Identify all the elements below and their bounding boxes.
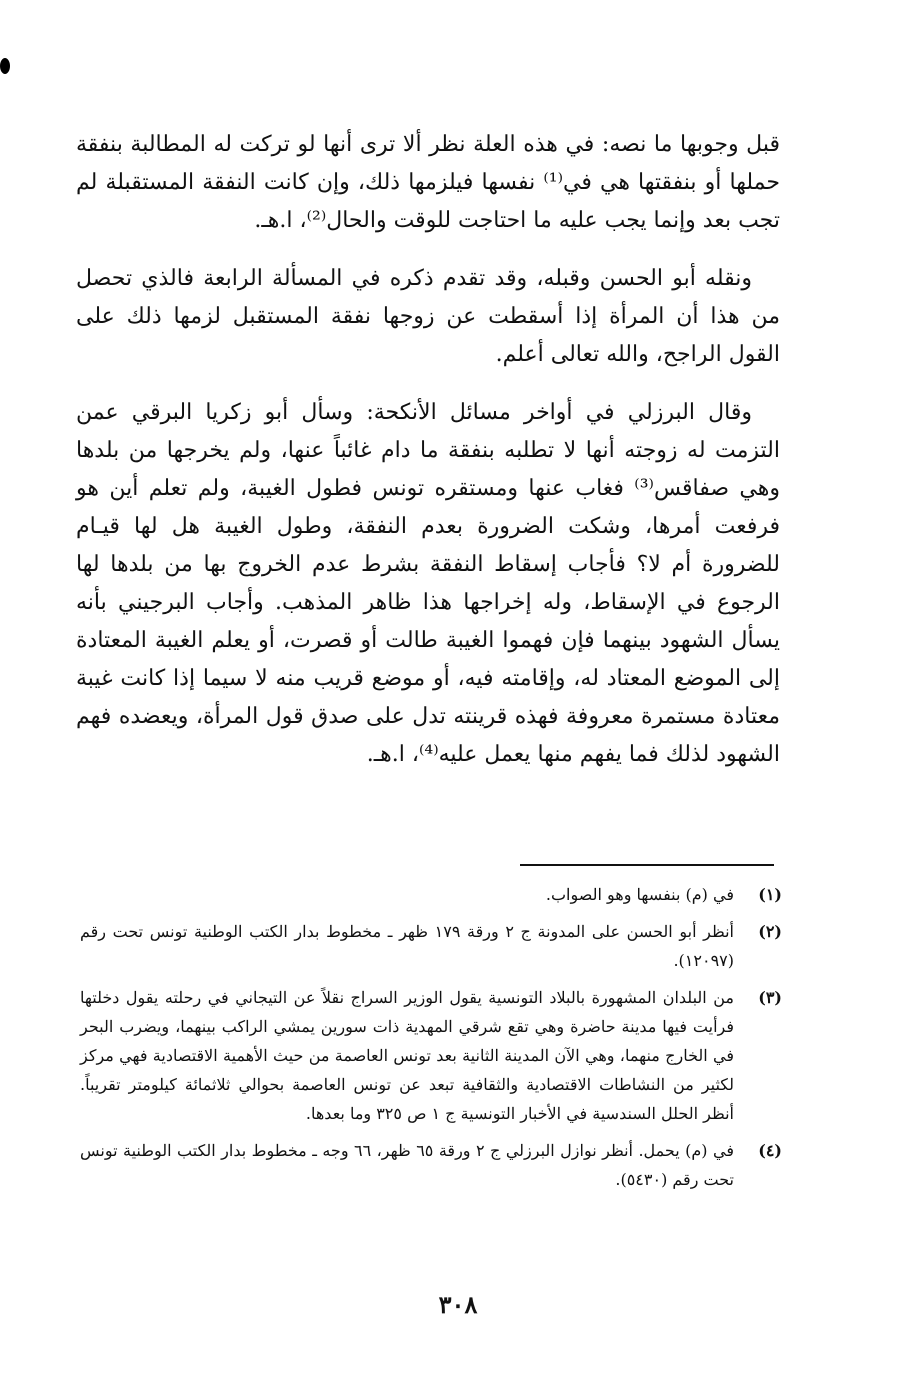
footnote-separator — [520, 864, 774, 866]
main-text-block — [76, 126, 780, 794]
footnote-3 — [80, 983, 782, 1128]
footnote-text: أنظر أبو الحسن على المدونة ج ٢ ورقة ١٧٩ ظهر ـ مخطوط بدار الكتب الوطنية تونس تحت رقم (١٢٠٩٧). — [80, 922, 734, 970]
footnote-number: (١) — [758, 885, 782, 904]
paragraph-3: وقال البرزلي في أواخر مسائل الأنكحة: وسأل أبو زكريا البرقي عمن التزمت له زوجته أنها لا تطلبه بنفقة ما دام غائباً عنها، ولم يخرجها من بلدها وهي صفاقس⁽³⁾ فغاب عنها ومستقره تونس فطول الغيبة، ولم تعلم أين هو فرفعت أمرها، وشكت الضرورة بعدم النفقة، وطول الغيبة هل لها قيـام للضرورة أم لا؟ فأجاب إسقاط النفقة بشرط عدم الخروج بها من بلدها لها الرجوع في الإسقاط، وله إخراجها هذا ظاهر المذهب. وأجاب البرجيني بأنه يسأل الشهود بينهما فإن فهموا الغيبة طالت أو قصرت، أو يعلم الغيبة المعتادة إلى الموضع المعتاد له، وإقامته فيه، أو موضع قريب منه لا سيما إذا كانت غيبة معتادة مستمرة معروفة فهذه قرينته تدل على صدق قول المرأة، ويعضده فهم الشهود لذلك فما يفهم منها يعمل عليه⁽⁴⁾، ا.هـ. — [76, 400, 780, 767]
footnote-text: في (م) بنفسها وهو الصواب. — [545, 885, 734, 904]
footnotes-section — [80, 880, 782, 1202]
footnote-2 — [80, 917, 782, 975]
footnote-number: (٢) — [758, 922, 782, 941]
paragraph-1: قبل وجوبها ما نصه: في هذه العلة نظر ألا ترى أنها لو تركت له المطالبة بنفقة حملها أو بنفقتها هي في⁽¹⁾ نفسها فيلزمها ذلك، وإن كانت النفقة المستقبلة لم تجب بعد وإنما يجب عليه ما احتاجت للوقت والحال⁽²⁾، ا.هـ. — [76, 132, 780, 233]
paragraph-2: ونقله أبو الحسن وقبله، وقد تقدم ذكره في المسألة الرابعة فالذي تحصل من هذا أن المرأة إذا أسقطت عن زوجها نفقة المستقبل لزمها ذلك على القول الراجح، والله تعالى أعلم. — [76, 266, 780, 367]
page-number: ٣٠٨ — [438, 1290, 478, 1319]
footnote-text: من البلدان المشهورة بالبلاد التونسية يقول الوزير السراج نقلاً عن التيجاني في رحلته يقول دخلتها فرأيت فيها مدينة حاضرة وهي تقع شرقي المهدية ذات سورين يمشي الراكب بينهما، ويضرب البحر في الخارج منهما، وهي الآن المدينة الثانية بعد تونس العاصمة من حيث الأهمية الاقتصادية فهي مركز لكثير من النشاطات الاقتصادية والثقافية تبعد عن تونس العاصمة بحوالي ثلاثمائة كيلومتر تقريباً. أنظر الحلل السندسية في الأخبار التونسية ج ١ ص ٣٢٥ وما بعدها. — [80, 988, 734, 1123]
scan-ink-mark — [0, 58, 10, 74]
footnote-number: (٤) — [758, 1141, 782, 1160]
footnote-number: (٣) — [758, 988, 782, 1007]
footnote-text: في (م) يحمل. أنظر نوازل البرزلي ج ٢ ورقة ٦٥ ظهر، ٦٦ وجه ـ مخطوط بدار الكتب الوطنية تونس تحت رقم (٥٤٣٠). — [80, 1141, 734, 1189]
footnote-4 — [80, 1136, 782, 1194]
footnote-1 — [80, 880, 782, 909]
